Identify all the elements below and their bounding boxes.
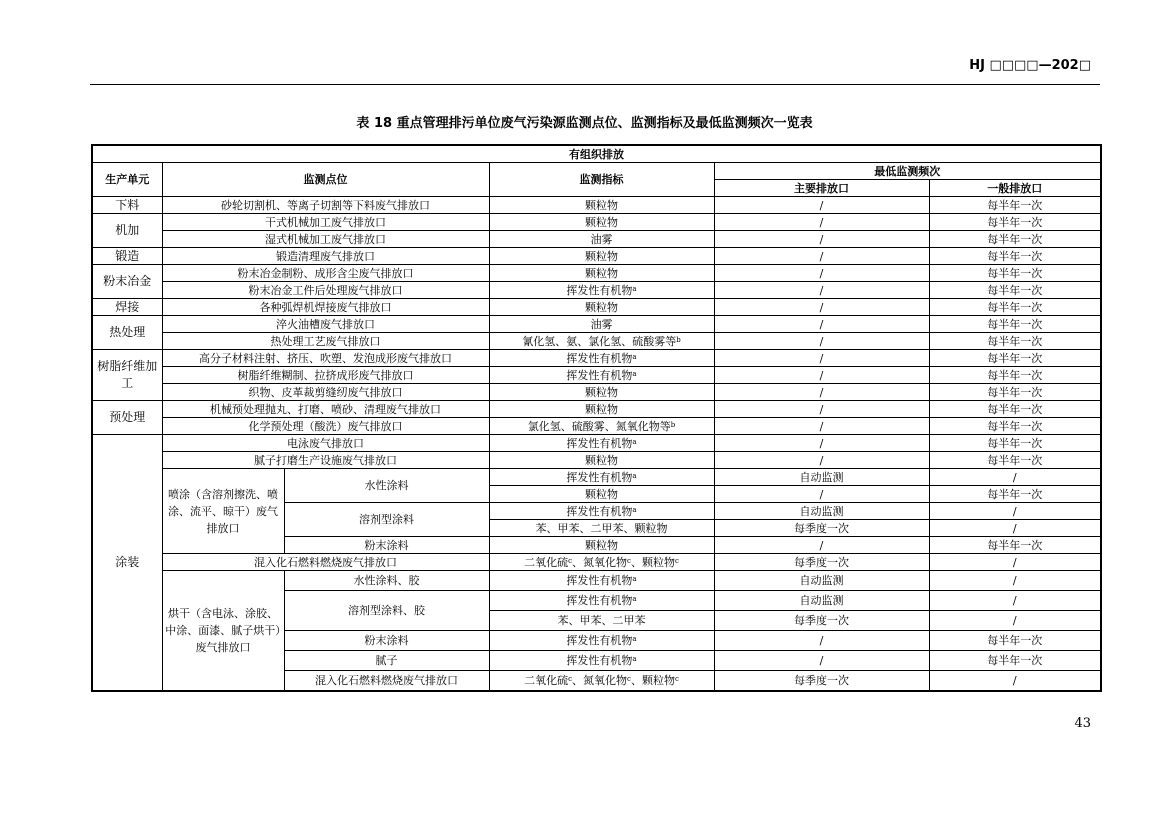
indicator-cell xyxy=(489,469,714,486)
main-freq-cell: 每季度一次 xyxy=(714,671,929,692)
table-row xyxy=(92,554,1101,571)
unit-cell: 树脂纤维加工 xyxy=(92,350,162,401)
indicator-text: 挥发性有机物 xyxy=(566,470,633,484)
indicator-cell xyxy=(489,554,714,571)
point-cell: 淬火油槽废气排放口 xyxy=(162,316,489,333)
general-freq-cell: / xyxy=(929,520,1101,537)
main-freq-cell: / xyxy=(714,214,929,231)
indicator-text: 二氧化硫 xyxy=(524,555,569,569)
table-row xyxy=(92,282,1101,299)
indicator-cell: 苯、甲苯、二甲苯、颗粒物 xyxy=(489,520,714,537)
footnote-mark: a xyxy=(632,635,637,643)
footnote-mark: c xyxy=(568,556,573,565)
main-freq-cell: 每季度一次 xyxy=(714,611,929,631)
point-group-cell: 烘干（含电泳、涂胶、中涂、面漆、腻子烘干）废气排放口 xyxy=(162,571,284,692)
footnote-mark: c xyxy=(627,675,631,683)
indicator-cell xyxy=(489,333,714,350)
indicator-cell xyxy=(489,671,714,692)
indicator-cell xyxy=(489,651,714,671)
table-row xyxy=(92,265,1101,282)
table-row xyxy=(92,350,1101,367)
footnote-mark: c xyxy=(674,675,679,683)
col-header-freq: 最低监测频次 xyxy=(714,163,1101,180)
table-row xyxy=(92,469,1101,486)
point-cell: 树脂纤维糊制、拉挤成形废气排放口 xyxy=(162,367,489,384)
main-freq-cell: / xyxy=(714,384,929,401)
general-freq-cell: 每半年一次 xyxy=(929,282,1101,299)
general-freq-cell: / xyxy=(929,671,1101,692)
table-row xyxy=(92,384,1101,401)
main-freq-cell: / xyxy=(714,316,929,333)
indicator-text: 挥发性有机物 xyxy=(566,574,633,587)
point-cell: 砂轮切割机、等离子切割等下料废气排放口 xyxy=(162,197,489,214)
point-cell: 粉末冶金工件后处理废气排放口 xyxy=(162,282,489,299)
general-freq-cell: 每半年一次 xyxy=(929,214,1101,231)
indicator-cell: 颗粒物 xyxy=(489,537,714,554)
general-freq-cell: 每半年一次 xyxy=(929,384,1101,401)
table-row xyxy=(92,316,1101,333)
footnote-mark: c xyxy=(627,556,631,565)
general-freq-cell: 每半年一次 xyxy=(929,418,1101,435)
point-cell: 混入化石燃料燃烧废气排放口 xyxy=(162,554,489,571)
indicator-text: 挥发性有机物 xyxy=(566,283,633,297)
main-freq-cell: / xyxy=(714,333,929,350)
col-header-general-outlet: 一般排放口 xyxy=(929,180,1101,197)
indicator-text: 氯化氢、硫酸雾、氮氧化物等 xyxy=(527,419,671,433)
main-freq-cell: / xyxy=(714,231,929,248)
main-freq-cell: / xyxy=(714,452,929,469)
point-cell: 干式机械加工废气排放口 xyxy=(162,214,489,231)
main-freq-cell: / xyxy=(714,197,929,214)
general-freq-cell: 每半年一次 xyxy=(929,316,1101,333)
col-header-main-outlet: 主要排放口 xyxy=(714,180,929,197)
indicator-cell xyxy=(489,350,714,367)
unit-cell: 下料 xyxy=(92,197,162,214)
footnote-mark: a xyxy=(632,575,637,583)
point-cell: 织物、皮革裁剪缝纫废气排放口 xyxy=(162,384,489,401)
main-freq-cell: / xyxy=(714,282,929,299)
table-row xyxy=(92,452,1101,469)
main-freq-cell: / xyxy=(714,367,929,384)
footnote-mark: a xyxy=(632,437,637,446)
main-freq-cell: / xyxy=(714,350,929,367)
point-group-cell: 喷涂（含溶剂擦洗、喷涂、流平、晾干）废气排放口 xyxy=(162,469,284,554)
col-header-unit: 生产单元 xyxy=(92,163,162,197)
indicator-text: 挥发性有机物 xyxy=(566,594,633,607)
general-freq-cell: / xyxy=(929,591,1101,611)
indicator-cell xyxy=(489,435,714,452)
unit-cell: 热处理 xyxy=(92,316,162,350)
sub-point-cell: 溶剂型涂料 xyxy=(284,503,489,537)
indicator-cell: 颗粒物 xyxy=(489,214,714,231)
indicator-text: 挥发性有机物 xyxy=(566,351,633,365)
table-row xyxy=(92,299,1101,316)
main-freq-cell: / xyxy=(714,537,929,554)
sub-point-cell: 腻子 xyxy=(284,651,489,671)
header-row xyxy=(92,163,1101,180)
unit-cell: 涂装 xyxy=(92,435,162,692)
main-freq-cell: / xyxy=(714,418,929,435)
general-freq-cell: 每半年一次 xyxy=(929,231,1101,248)
general-freq-cell: 每半年一次 xyxy=(929,435,1101,452)
general-freq-cell: 每半年一次 xyxy=(929,350,1101,367)
indicator-cell xyxy=(489,282,714,299)
indicator-cell xyxy=(489,591,714,611)
indicator-cell: 油雾 xyxy=(489,231,714,248)
monitoring-table xyxy=(91,144,1102,692)
indicator-text: 、颗粒物 xyxy=(630,674,675,687)
indicator-text: 、颗粒物 xyxy=(630,555,675,569)
indicator-text: 、氮氧化物 xyxy=(572,555,628,569)
header-rule xyxy=(90,84,1100,85)
general-freq-cell: 每半年一次 xyxy=(929,651,1101,671)
indicator-cell: 颗粒物 xyxy=(489,197,714,214)
general-freq-cell: 每半年一次 xyxy=(929,248,1101,265)
general-freq-cell: 每半年一次 xyxy=(929,197,1101,214)
footnote-mark: c xyxy=(568,675,573,683)
indicator-text: 二氧化硫 xyxy=(524,674,569,687)
table-row xyxy=(92,435,1101,452)
general-freq-cell: / xyxy=(929,469,1101,486)
footnote-mark: b xyxy=(676,335,681,344)
sub-point-cell: 溶剂型涂料、胶 xyxy=(284,591,489,631)
general-freq-cell: 每半年一次 xyxy=(929,486,1101,503)
indicator-cell: 颗粒物 xyxy=(489,299,714,316)
footnote-mark: a xyxy=(632,352,637,361)
indicator-cell: 颗粒物 xyxy=(489,265,714,282)
indicator-cell: 颗粒物 xyxy=(489,401,714,418)
general-freq-cell: 每半年一次 xyxy=(929,299,1101,316)
indicator-cell: 颗粒物 xyxy=(489,452,714,469)
indicator-cell: 油雾 xyxy=(489,316,714,333)
point-cell: 电泳废气排放口 xyxy=(162,435,489,452)
unit-cell: 预处理 xyxy=(92,401,162,435)
main-freq-cell: 自动监测 xyxy=(714,503,929,520)
col-header-indicator: 监测指标 xyxy=(489,163,714,197)
main-freq-cell: / xyxy=(714,435,929,452)
main-freq-cell: / xyxy=(714,486,929,503)
sub-point-cell: 混入化石燃料燃烧废气排放口 xyxy=(284,671,489,692)
footnote-mark: b xyxy=(670,420,676,429)
general-freq-cell: 每半年一次 xyxy=(929,452,1101,469)
indicator-cell xyxy=(489,367,714,384)
col-header-point: 监测点位 xyxy=(162,163,489,197)
indicator-text: 、氮氧化物 xyxy=(572,674,628,687)
indicator-text: 挥发性有机物 xyxy=(566,634,633,647)
sub-point-cell: 粉末涂料 xyxy=(284,537,489,554)
footnote-mark: a xyxy=(632,369,637,378)
unit-cell: 锻造 xyxy=(92,248,162,265)
main-freq-cell: / xyxy=(714,631,929,651)
page-number: 43 xyxy=(1074,716,1091,731)
footnote-mark: a xyxy=(632,595,637,603)
indicator-text: 挥发性有机物 xyxy=(566,368,633,382)
sub-point-cell: 水性涂料 xyxy=(284,469,489,503)
table-row xyxy=(92,367,1101,384)
table-row xyxy=(92,214,1101,231)
table-row xyxy=(92,418,1101,435)
general-freq-cell: 每半年一次 xyxy=(929,401,1101,418)
main-freq-cell: 每季度一次 xyxy=(714,520,929,537)
general-freq-cell: / xyxy=(929,554,1101,571)
table-title: 表 18 重点管理排污单位废气污染源监测点位、监测指标及最低监测频次一览表 xyxy=(356,116,813,131)
table-row xyxy=(92,401,1101,418)
main-freq-cell: 自动监测 xyxy=(714,591,929,611)
general-freq-cell: 每半年一次 xyxy=(929,265,1101,282)
main-freq-cell: 每季度一次 xyxy=(714,554,929,571)
point-cell: 湿式机械加工废气排放口 xyxy=(162,231,489,248)
table-row xyxy=(92,248,1101,265)
indicator-cell: 颗粒物 xyxy=(489,248,714,265)
general-freq-cell: / xyxy=(929,611,1101,631)
general-freq-cell: 每半年一次 xyxy=(929,367,1101,384)
table-row xyxy=(92,333,1101,350)
main-freq-cell: / xyxy=(714,651,929,671)
indicator-cell xyxy=(489,418,714,435)
table-row xyxy=(92,231,1101,248)
unit-cell: 焊接 xyxy=(92,299,162,316)
indicator-cell xyxy=(489,503,714,520)
point-cell: 机械预处理抛丸、打磨、喷砂、清理废气排放口 xyxy=(162,401,489,418)
indicator-cell: 颗粒物 xyxy=(489,384,714,401)
indicator-text: 挥发性有机物 xyxy=(566,504,633,518)
main-freq-cell: / xyxy=(714,265,929,282)
general-freq-cell: 每半年一次 xyxy=(929,537,1101,554)
indicator-cell: 苯、甲苯、二甲苯 xyxy=(489,611,714,631)
indicator-cell xyxy=(489,571,714,591)
main-freq-cell: 自动监测 xyxy=(714,469,929,486)
sub-point-cell: 水性涂料、胶 xyxy=(284,571,489,591)
point-cell: 各种弧焊机焊接废气排放口 xyxy=(162,299,489,316)
standard-code: HJ □□□□—202□ xyxy=(969,58,1091,73)
footnote-mark: a xyxy=(632,284,637,293)
point-cell: 热处理工艺废气排放口 xyxy=(162,333,489,350)
footnote-mark: c xyxy=(674,556,679,565)
unit-cell: 机加 xyxy=(92,214,162,248)
main-freq-cell: / xyxy=(714,299,929,316)
footnote-mark: a xyxy=(632,655,637,663)
unit-cell: 粉末冶金 xyxy=(92,265,162,299)
main-freq-cell: / xyxy=(714,401,929,418)
general-freq-cell: 每半年一次 xyxy=(929,333,1101,350)
general-freq-cell: 每半年一次 xyxy=(929,631,1101,651)
footnote-mark: a xyxy=(632,505,637,514)
point-cell: 化学预处理（酸洗）废气排放口 xyxy=(162,418,489,435)
point-cell: 腻子打磨生产设施废气排放口 xyxy=(162,452,489,469)
indicator-cell: 颗粒物 xyxy=(489,486,714,503)
point-cell: 粉末冶金制粉、成形含尘废气排放口 xyxy=(162,265,489,282)
table-row xyxy=(92,197,1101,214)
indicator-cell xyxy=(489,631,714,651)
footnote-mark: a xyxy=(632,471,637,480)
general-freq-cell: / xyxy=(929,571,1101,591)
point-cell: 锻造清理废气排放口 xyxy=(162,248,489,265)
table-row xyxy=(92,571,1101,591)
section-label: 有组织排放 xyxy=(92,145,1101,163)
main-freq-cell: / xyxy=(714,248,929,265)
section-row xyxy=(92,145,1101,163)
general-freq-cell: / xyxy=(929,503,1101,520)
sub-point-cell: 粉末涂料 xyxy=(284,631,489,651)
main-freq-cell: 自动监测 xyxy=(714,571,929,591)
indicator-text: 氰化氢、氨、氯化氢、硫酸雾等 xyxy=(522,334,677,348)
indicator-text: 挥发性有机物 xyxy=(566,654,633,667)
point-cell: 高分子材料注射、挤压、吹塑、发泡成形废气排放口 xyxy=(162,350,489,367)
indicator-text: 挥发性有机物 xyxy=(566,436,633,450)
